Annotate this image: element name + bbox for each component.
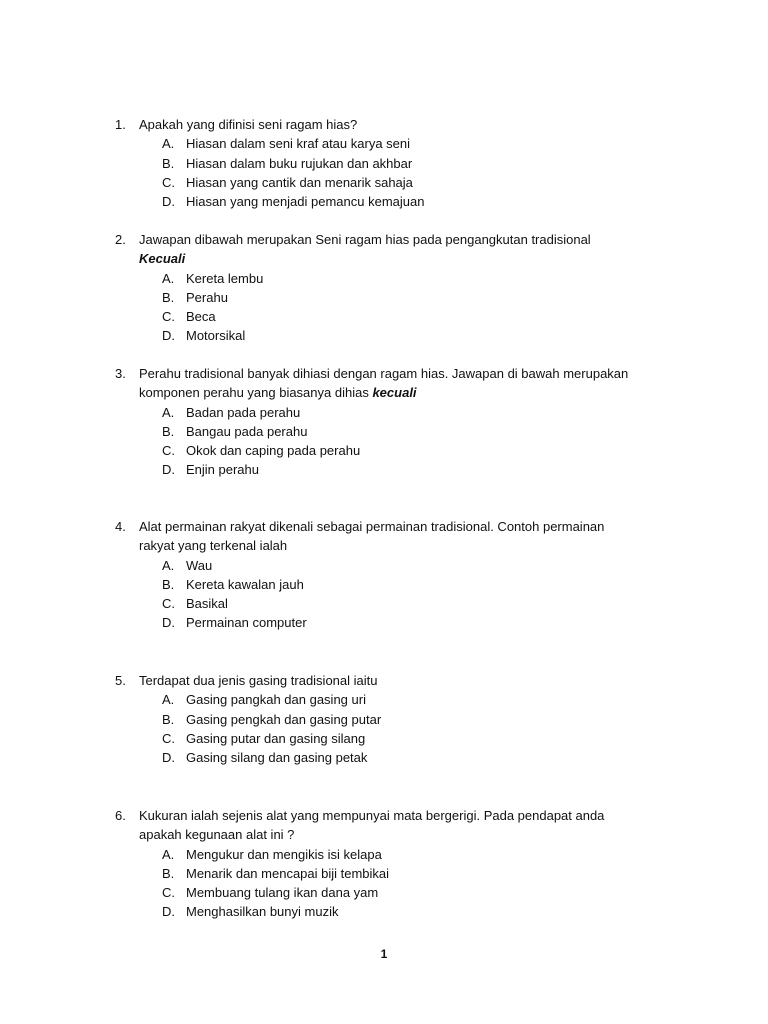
question-text: Terdapat dua jenis gasing tradisional iaitu	[139, 673, 378, 688]
question-number: 3.	[115, 366, 126, 381]
option-a	[115, 556, 675, 575]
option-letter: C.	[162, 309, 175, 325]
question-5	[115, 671, 675, 767]
option-text: Gasing putar dan gasing silang	[186, 730, 366, 746]
option-text: Badan pada perahu	[186, 404, 301, 420]
option-text: Kereta lembu	[186, 270, 264, 286]
question-text-continued: apakah kegunaan alat ini ?	[139, 827, 295, 843]
option-text: Gasing pangkah dan gasing uri	[186, 692, 366, 708]
option-letter: C.	[162, 885, 175, 901]
option-text: Menarik dan mencapai biji tembikai	[186, 865, 390, 881]
question-text: Kukuran ialah sejenis alat yang mempunyai mata bergerigi. Pada pendapat anda	[139, 808, 605, 823]
option-letter: D.	[162, 194, 175, 210]
option-text: Hiasan dalam seni kraf atau karya seni	[186, 136, 411, 152]
option-list	[115, 690, 675, 767]
question-number: 1.	[115, 117, 126, 132]
option-c	[115, 729, 675, 748]
option-text: Hiasan yang menjadi pemancu kemajuan	[186, 194, 425, 210]
option-text: Kereta kawalan jauh	[186, 576, 304, 592]
question-emphasis: Kecuali	[139, 251, 186, 267]
option-text: Gasing silang dan gasing petak	[186, 750, 368, 766]
question-text-continued: komponen perahu yang biasanya dihias	[139, 385, 373, 401]
option-letter: B.	[162, 155, 175, 171]
option-b	[115, 710, 675, 729]
option-a	[115, 403, 675, 422]
option-text: Mengukur dan mengikis isi kelapa	[186, 846, 382, 862]
option-text: Enjin perahu	[186, 462, 259, 478]
option-letter: B.	[162, 289, 175, 305]
option-d	[115, 192, 675, 211]
question-6	[115, 806, 675, 922]
option-d	[115, 613, 675, 632]
option-b	[115, 154, 675, 173]
option-letter: A.	[162, 136, 175, 152]
option-letter: D.	[162, 328, 175, 344]
question-text-continued: rakyat yang terkenal ialah	[139, 538, 288, 554]
option-c	[115, 594, 675, 613]
option-letter: D.	[162, 462, 175, 478]
question-1	[115, 115, 675, 211]
option-text: Bangau pada perahu	[186, 423, 308, 439]
option-d	[115, 460, 675, 479]
question-text: Perahu tradisional banyak dihiasi dengan ragam hias. Jawapan di bawah merupakan	[139, 366, 629, 381]
question-4	[115, 517, 675, 633]
question-emphasis: kecuali	[372, 385, 417, 401]
option-letter: B.	[162, 423, 175, 439]
option-d	[115, 326, 675, 345]
option-b	[115, 864, 675, 883]
option-letter: C.	[162, 730, 175, 746]
question-number: 2.	[115, 232, 126, 247]
question-number: 5.	[115, 673, 126, 688]
option-letter: B.	[162, 865, 175, 881]
option-letter: C.	[162, 596, 175, 612]
option-b	[115, 575, 675, 594]
option-letter: A.	[162, 404, 175, 420]
option-a	[115, 690, 675, 709]
option-a	[115, 269, 675, 288]
question-text: Jawapan dibawah merupakan Seni ragam hias pada pengangkutan tradisional	[139, 232, 591, 247]
option-letter: D.	[162, 615, 175, 631]
option-letter: C.	[162, 443, 175, 459]
option-list	[115, 556, 675, 633]
question-3	[115, 364, 675, 480]
question-text: Apakah yang difinisi seni ragam hias?	[139, 117, 358, 132]
option-text: Motorsikal	[186, 328, 246, 344]
question-text: Alat permainan rakyat dikenali sebagai permainan tradisional. Contoh permainan	[139, 519, 605, 534]
option-c	[115, 173, 675, 192]
option-list	[115, 403, 675, 480]
option-letter: A.	[162, 270, 175, 286]
option-text: Membuang tulang ikan dana yam	[186, 885, 379, 901]
option-text: Hiasan dalam buku rujukan dan akhbar	[186, 155, 413, 171]
option-text: Menghasilkan bunyi muzik	[186, 904, 339, 920]
option-letter: B.	[162, 711, 175, 727]
option-text: Basikal	[186, 596, 228, 612]
option-c	[115, 883, 675, 902]
question-number: 6.	[115, 808, 126, 823]
option-c	[115, 441, 675, 460]
option-list	[115, 134, 675, 211]
option-text: Okok dan caping pada perahu	[186, 443, 361, 459]
option-text: Wau	[186, 557, 213, 573]
option-letter: B.	[162, 576, 175, 592]
option-text: Hiasan yang cantik dan menarik sahaja	[186, 174, 413, 190]
option-letter: A.	[162, 846, 175, 862]
option-a	[115, 134, 675, 153]
question-number: 4.	[115, 519, 126, 534]
page-number: 1	[380, 947, 388, 961]
option-b	[115, 288, 675, 307]
option-text: Gasing pengkah dan gasing putar	[186, 711, 382, 727]
option-letter: D.	[162, 750, 175, 766]
option-letter: A.	[162, 692, 175, 708]
option-text: Beca	[186, 309, 216, 325]
option-d	[115, 748, 675, 767]
option-c	[115, 307, 675, 326]
option-text: Permainan computer	[186, 615, 307, 631]
option-b	[115, 422, 675, 441]
option-letter: A.	[162, 557, 175, 573]
option-list	[115, 269, 675, 346]
option-d	[115, 902, 675, 921]
option-letter: D.	[162, 904, 175, 920]
option-a	[115, 845, 675, 864]
option-text: Perahu	[186, 289, 228, 305]
option-list	[115, 845, 675, 922]
option-letter: C.	[162, 174, 175, 190]
question-2	[115, 230, 675, 346]
